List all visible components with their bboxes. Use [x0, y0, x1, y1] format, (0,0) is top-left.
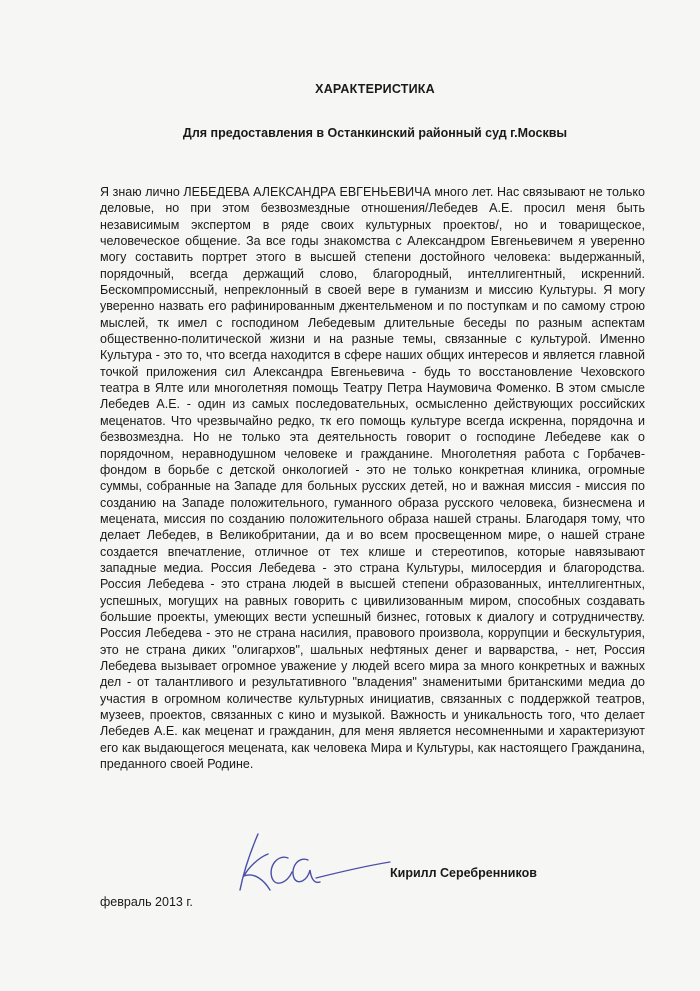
document-body: Я знаю лично ЛЕБЕДЕВА АЛЕКСАНДРА ЕВГЕНЬЕВИЧА много лет. Нас связывают не только деловые, но при этом безвозмездные отношения/Лебедев А.Е. просил меня быть независимым экспертом в ряде своих культурных проектов/, но и товарищеское, человеческое общение. За все годы знакомства с Александром Евгеньевичем я уверенно могу составить портрет этого в высшей степени достойного человека: выдержанный, порядочный, всегда держащий слово, благородный, интеллигентный, искренний. Бескомпромиссный, непреклонный в своей вере в гуманизм и миссию Культуры. Я могу уверенно назвать его рафинированным джентельменом и по поступкам и по самому строю мыслей, тк имел с господином Лебедевым длительные беседы по разным аспектам общественно-политической жизни и на разные темы, связанные с культурой. Именно Культура - это то, что всегда находится в сфере наших общих интересов и является главной точкой приложения сил Александра Евгеньевича - будь то восстановление Чеховского театра в Ялте или многолетняя помощь Театру Петра Наумовича Фоменко. В этом смысле Лебедев А.Е. - один из самых последовательных, осмысленно действующих российских меценатов. Что чрезвычайно редко, тк его помощь культуре всегда искренна, порядочна и безвозмездна. Но не только эта деятельность говорит о господине Лебедеве как о порядочном, неравнодушном человеке и гражданине. Многолетняя работа с Горбачев-фондом в борьбе с детской онкологией - это не только конкретная клиника, огромные суммы, собранные на Западе для больных русских детей, но и важная миссия - миссия по созданию на Западе положительного, гуманного образа русского человека, бизнесмена и мецената, миссия по созданию положительного образа нашей страны. Благодаря тому, что делает Лебедев, в Великобритании, да и во всем просвещенном мире, о нашей стране создается впечатление, отличное от тех клише и стереотипов, которые навязывают западные медиа. Россия Лебедева - это страна Культуры, милосердия и благородства. Россия Лебедева - это страна людей в высшей степени образованных, интеллигентных, успешных, могущих на равных говорить с цивилизованным миром, способных создавать большие проекты, умеющих вести успешный бизнес, готовых к диалогу и сотрудничеству. Россия Лебедева - это не страна насилия, правового произвола, коррупции и бескультурия, это не страна диких "олигархов", шальных нефтяных денег и варварства, - нет, Россия Лебедева вызывает огромное уважение у людей всего мира за много конкретных и важных дел - от талантливого и результативного "владения" знаменитыми британскими медиа до участия в огромном количестве культурных инициатив, связанных с поддержкой театров, музеев, проектов, связанных с кино и музыкой. Важность и уникальность того, что делает Лебедев А.Е. как меценат и гражданин, для меня является несомненными и характеризуют его как выдающегося мецената, как человека Мира и Культуры, как настоящего Гражданина, преданного своей Родине.	[100, 185, 645, 772]
document-date: февраль 2013 г.	[100, 895, 193, 909]
document-subtitle: Для предоставления в Останкинский районный суд г.Москвы	[182, 126, 568, 140]
document-title: ХАРАКТЕРИСТИКА	[315, 82, 435, 96]
signer-name: Кирилл Серебренников	[390, 866, 537, 880]
handwritten-signature	[230, 828, 395, 898]
